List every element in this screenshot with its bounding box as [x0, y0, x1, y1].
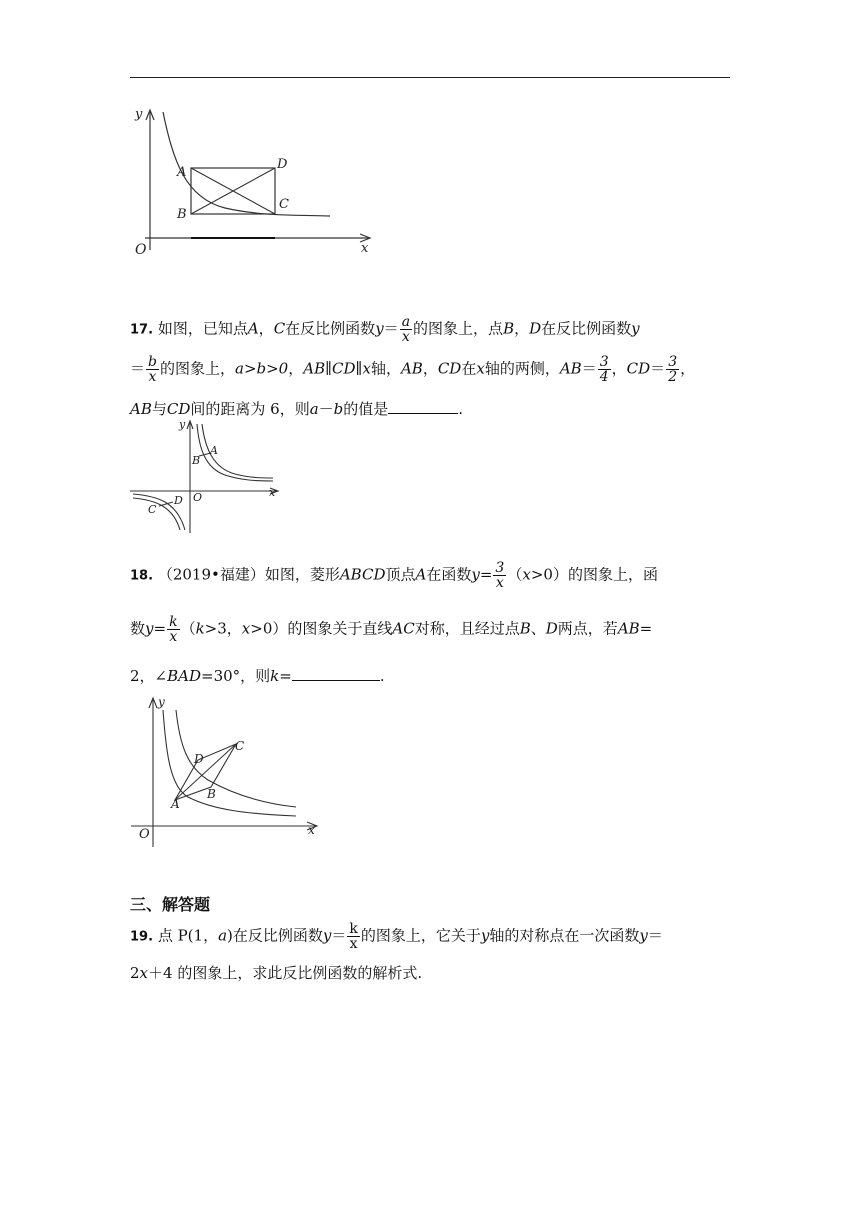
label-o: O [135, 242, 147, 258]
answer-blank [388, 399, 458, 414]
label-d: D [194, 752, 204, 766]
q19-line1: 19. 点 P(1，a)在反比例函数y＝ $\frac{k}{x}$ 的图象上，它关于y轴的对称点在一次函数y＝ [130, 921, 663, 952]
q18-line3: 2，∠BAD=30°，则k= . [130, 667, 385, 685]
label-b: B [207, 787, 216, 801]
answer-blank [292, 666, 380, 681]
fraction-3-over-2: $\frac{3}{2}$ [668, 354, 678, 385]
q19-line2: 2x＋4 的图象上，求此反比例函数的解析式. [130, 964, 423, 982]
label-c: C [148, 503, 157, 516]
q17-line2: ＝ $\frac{b}{x}$ 的图象上，a>b>0，AB∥CD∥x轴，AB，CD在x轴的两侧，AB＝ $\frac{3}{4}$ ，CD＝ $\frac{3}{2}$ ， [130, 354, 696, 385]
label-c: C [279, 197, 289, 212]
curve-c-third-quadrant [133, 498, 180, 530]
fraction-3-over-x: $\frac{3}{x}$ [495, 560, 505, 591]
label-d: D [277, 157, 288, 172]
fraction-3-over-4: $\frac{3}{4}$ [599, 354, 609, 385]
fraction-k-over-x: $\frac{k}{x}$ [349, 921, 358, 952]
figure-two-hyperbolas [125, 418, 285, 536]
label-x: x [269, 486, 276, 499]
q18-line2: 数y= $\frac{k}{x}$ （k>3，x>0）的图象关于直线AC对称，且经过点B、D两点，若AB= [130, 614, 653, 645]
figure-rectangle-hyperbola [125, 100, 385, 260]
q17-line1: 17. 如图，已知点A，C在反比例函数y＝ $\frac{a}{x}$ 的图象上，点B，D在反比例函数y [130, 314, 640, 345]
label-b: B [177, 207, 187, 222]
label-c: C [235, 739, 245, 753]
label-a: A [171, 797, 180, 811]
label-y: y [135, 107, 143, 122]
label-x: x [308, 823, 315, 837]
label-o: O [139, 827, 150, 842]
header-rule [130, 77, 730, 78]
label-y: y [179, 418, 186, 431]
label-y: y [158, 695, 165, 709]
label-d: D [174, 494, 183, 507]
label-x: x [361, 241, 369, 256]
hyperbola-curve [163, 112, 330, 216]
label-a: A [210, 444, 218, 457]
curve-b-first-quadrant [197, 424, 273, 481]
q18-line1: 18. （2019•福建）如图，菱形ABCD顶点A在函数y= $\frac{3}{x}$ （x>0）的图象上，函 [130, 560, 658, 591]
label-o: O [193, 491, 203, 504]
fraction-b-over-x: $\frac{b}{x}$ [148, 354, 157, 385]
label-b: B [192, 454, 201, 467]
fraction-a-over-x: $\frac{a}{x}$ [401, 314, 411, 345]
q17-line3: AB与CD间的距离为 6，则a－b的值是 . [130, 400, 464, 418]
label-a: A [177, 165, 187, 180]
curve-y-3-over-x [163, 710, 296, 816]
diagonal-ac [175, 744, 236, 800]
section-heading: 三、解答题 [130, 895, 211, 914]
fraction-k-over-x: $\frac{k}{x}$ [169, 614, 178, 645]
figure-rhombus-hyperbolas [128, 692, 328, 852]
